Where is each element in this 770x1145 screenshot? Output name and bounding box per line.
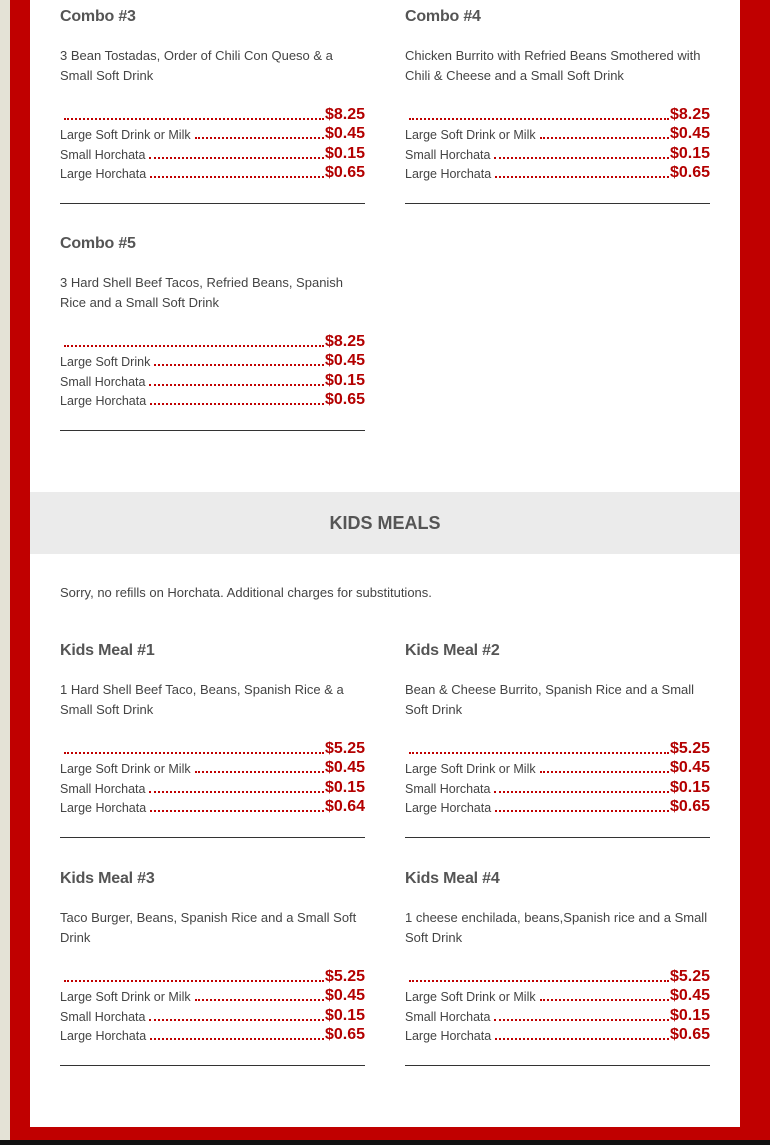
price-label: Large Horchata — [405, 801, 492, 815]
price-value: $0.15 — [669, 778, 710, 796]
price-row-base — [405, 738, 710, 758]
price-list — [60, 738, 365, 816]
price-value: $0.45 — [324, 759, 365, 776]
dot-leader — [150, 1038, 324, 1040]
menu-item-kids-meal-2 — [405, 641, 710, 838]
item-divider — [405, 203, 710, 204]
dot-leader — [150, 403, 324, 405]
price-label: Large Horchata — [60, 394, 147, 408]
item-title: Kids Meal #1 — [60, 642, 155, 659]
price-row-large-drink — [405, 124, 710, 144]
dot-leader — [494, 1019, 669, 1021]
dot-leader — [409, 752, 669, 754]
price-label: Small Horchata — [60, 1009, 146, 1024]
menu-item-combo-3 — [60, 7, 365, 204]
price-row-large-drink — [60, 758, 365, 778]
price-row-small-horchata — [60, 1005, 365, 1025]
price-value: $0.45 — [669, 987, 710, 1004]
dot-leader — [150, 810, 324, 812]
price-value: $0.65 — [669, 798, 710, 815]
item-divider — [60, 430, 365, 431]
price-row-small-horchata — [405, 143, 710, 163]
item-description: Chicken Burrito with Refried Beans Smothered with Chili & Cheese and a Small Soft Drink — [405, 48, 701, 83]
dot-leader — [495, 810, 669, 812]
price-label: Small Horchata — [405, 781, 491, 796]
menu-item-combo-5 — [60, 234, 365, 431]
price-row-large-drink — [60, 351, 365, 371]
dot-leader — [149, 791, 324, 793]
item-description: 3 Hard Shell Beef Tacos, Refried Beans, Spanish Rice and a Small Soft Drink — [60, 275, 344, 310]
dot-leader — [409, 980, 669, 982]
price-row-small-horchata — [60, 143, 365, 163]
dot-leader — [540, 999, 669, 1001]
price-row-large-drink — [405, 986, 710, 1006]
price-label: Small Horchata — [405, 147, 491, 162]
dot-leader — [149, 157, 324, 159]
item-divider — [60, 837, 365, 838]
price-value: $0.45 — [669, 125, 710, 142]
price-value: $5.25 — [669, 967, 710, 985]
price-value: $5.25 — [324, 739, 365, 757]
dot-leader — [195, 137, 324, 139]
item-title: Kids Meal #3 — [60, 870, 155, 887]
section-header-kids-meals: KIDS MEALS — [30, 492, 740, 554]
dot-leader — [64, 980, 324, 982]
dot-leader — [540, 137, 669, 139]
price-row-small-horchata — [405, 1005, 710, 1025]
price-row-large-horchata — [60, 163, 365, 183]
menu-item-kids-meal-3 — [60, 869, 365, 1066]
dot-leader — [495, 176, 669, 178]
price-label: Large Soft Drink or Milk — [60, 762, 191, 776]
price-row-large-horchata — [405, 163, 710, 183]
price-label: Large Soft Drink or Milk — [405, 128, 536, 142]
price-row-small-horchata — [60, 777, 365, 797]
price-value: $8.25 — [324, 105, 365, 123]
price-label: Large Soft Drink or Milk — [405, 990, 536, 1004]
price-row-small-horchata — [60, 370, 365, 390]
price-value: $0.65 — [324, 391, 365, 408]
price-row-large-horchata — [60, 1025, 365, 1045]
price-value: $0.64 — [324, 798, 365, 815]
price-label: Large Horchata — [405, 167, 492, 181]
item-description: 3 Bean Tostadas, Order of Chili Con Queso & a Small Soft Drink — [60, 48, 333, 83]
price-label: Large Horchata — [60, 167, 147, 181]
item-divider — [405, 837, 710, 838]
price-row-base — [60, 738, 365, 758]
price-value: $0.65 — [324, 164, 365, 181]
price-value: $5.25 — [324, 967, 365, 985]
dot-leader — [540, 771, 669, 773]
price-row-base — [60, 966, 365, 986]
price-value: $0.65 — [669, 1026, 710, 1043]
price-value: $0.45 — [324, 125, 365, 142]
price-value: $0.15 — [324, 371, 365, 389]
price-value: $0.45 — [324, 987, 365, 1004]
price-list — [60, 331, 365, 409]
price-label: Small Horchata — [405, 1009, 491, 1024]
dot-leader — [154, 364, 324, 366]
dot-leader — [495, 1038, 669, 1040]
item-title: Combo #5 — [60, 235, 136, 252]
item-description: Taco Burger, Beans, Spanish Rice and a Small Soft Drink — [60, 910, 357, 945]
dot-leader — [64, 752, 324, 754]
price-value: $0.15 — [669, 144, 710, 162]
page-bottom-bar — [0, 1140, 770, 1145]
price-value: $0.65 — [669, 164, 710, 181]
price-value: $0.65 — [324, 1026, 365, 1043]
price-value: $0.45 — [324, 352, 365, 369]
price-list — [405, 104, 710, 182]
price-label: Small Horchata — [60, 374, 146, 389]
price-label: Small Horchata — [60, 781, 146, 796]
item-title: Combo #4 — [405, 8, 481, 25]
price-label: Large Soft Drink or Milk — [60, 990, 191, 1004]
price-row-large-horchata — [405, 797, 710, 817]
price-row-base — [405, 966, 710, 986]
item-title: Kids Meal #2 — [405, 642, 500, 659]
dot-leader — [64, 345, 324, 347]
price-list — [60, 966, 365, 1044]
item-divider — [60, 203, 365, 204]
price-label: Small Horchata — [60, 147, 146, 162]
price-row-large-drink — [60, 124, 365, 144]
price-list — [405, 966, 710, 1044]
price-value: $0.45 — [669, 759, 710, 776]
item-description: Bean & Cheese Burrito, Spanish Rice and a Small Soft Drink — [405, 682, 695, 717]
price-row-base — [60, 331, 365, 351]
price-row-large-horchata — [60, 390, 365, 410]
dot-leader — [409, 118, 669, 120]
menu-item-kids-meal-1 — [60, 641, 365, 838]
dot-leader — [64, 118, 324, 120]
price-row-base — [405, 104, 710, 124]
price-row-large-drink — [60, 986, 365, 1006]
price-row-large-horchata — [60, 797, 365, 817]
price-label: Large Horchata — [405, 1029, 492, 1043]
menu-item-kids-meal-4 — [405, 869, 710, 1066]
price-label: Large Horchata — [60, 801, 147, 815]
item-divider — [60, 1065, 365, 1066]
price-value: $0.15 — [324, 144, 365, 162]
price-label: Large Soft Drink or Milk — [60, 128, 191, 142]
price-label: Large Soft Drink or Milk — [405, 762, 536, 776]
item-divider — [405, 1065, 710, 1066]
item-description: 1 Hard Shell Beef Taco, Beans, Spanish Rice & a Small Soft Drink — [60, 682, 344, 717]
dot-leader — [149, 1019, 324, 1021]
item-description: 1 cheese enchilada, beans,Spanish rice and a Small Soft Drink — [405, 910, 708, 945]
price-value: $0.15 — [669, 1006, 710, 1024]
dot-leader — [494, 791, 669, 793]
menu-panel — [30, 0, 740, 1127]
price-list — [405, 738, 710, 816]
dot-leader — [195, 771, 324, 773]
price-value: $0.15 — [324, 778, 365, 796]
item-title: Combo #3 — [60, 8, 136, 25]
price-label: Large Soft Drink — [60, 355, 151, 369]
price-value: $8.25 — [669, 105, 710, 123]
price-list — [60, 104, 365, 182]
item-title: Kids Meal #4 — [405, 870, 500, 887]
price-row-large-drink — [405, 758, 710, 778]
menu-item-combo-4 — [405, 7, 710, 204]
dot-leader — [150, 176, 324, 178]
price-value: $0.15 — [324, 1006, 365, 1024]
dot-leader — [494, 157, 669, 159]
dot-leader — [149, 384, 324, 386]
price-row-base — [60, 104, 365, 124]
price-value: $5.25 — [669, 739, 710, 757]
price-row-small-horchata — [405, 777, 710, 797]
dot-leader — [195, 999, 324, 1001]
price-value: $8.25 — [324, 332, 365, 350]
price-label: Large Horchata — [60, 1029, 147, 1043]
section-note: Sorry, no refills on Horchata. Additional charges for substitutions. — [60, 585, 432, 600]
price-row-large-horchata — [405, 1025, 710, 1045]
page-left-edge — [0, 0, 10, 1145]
